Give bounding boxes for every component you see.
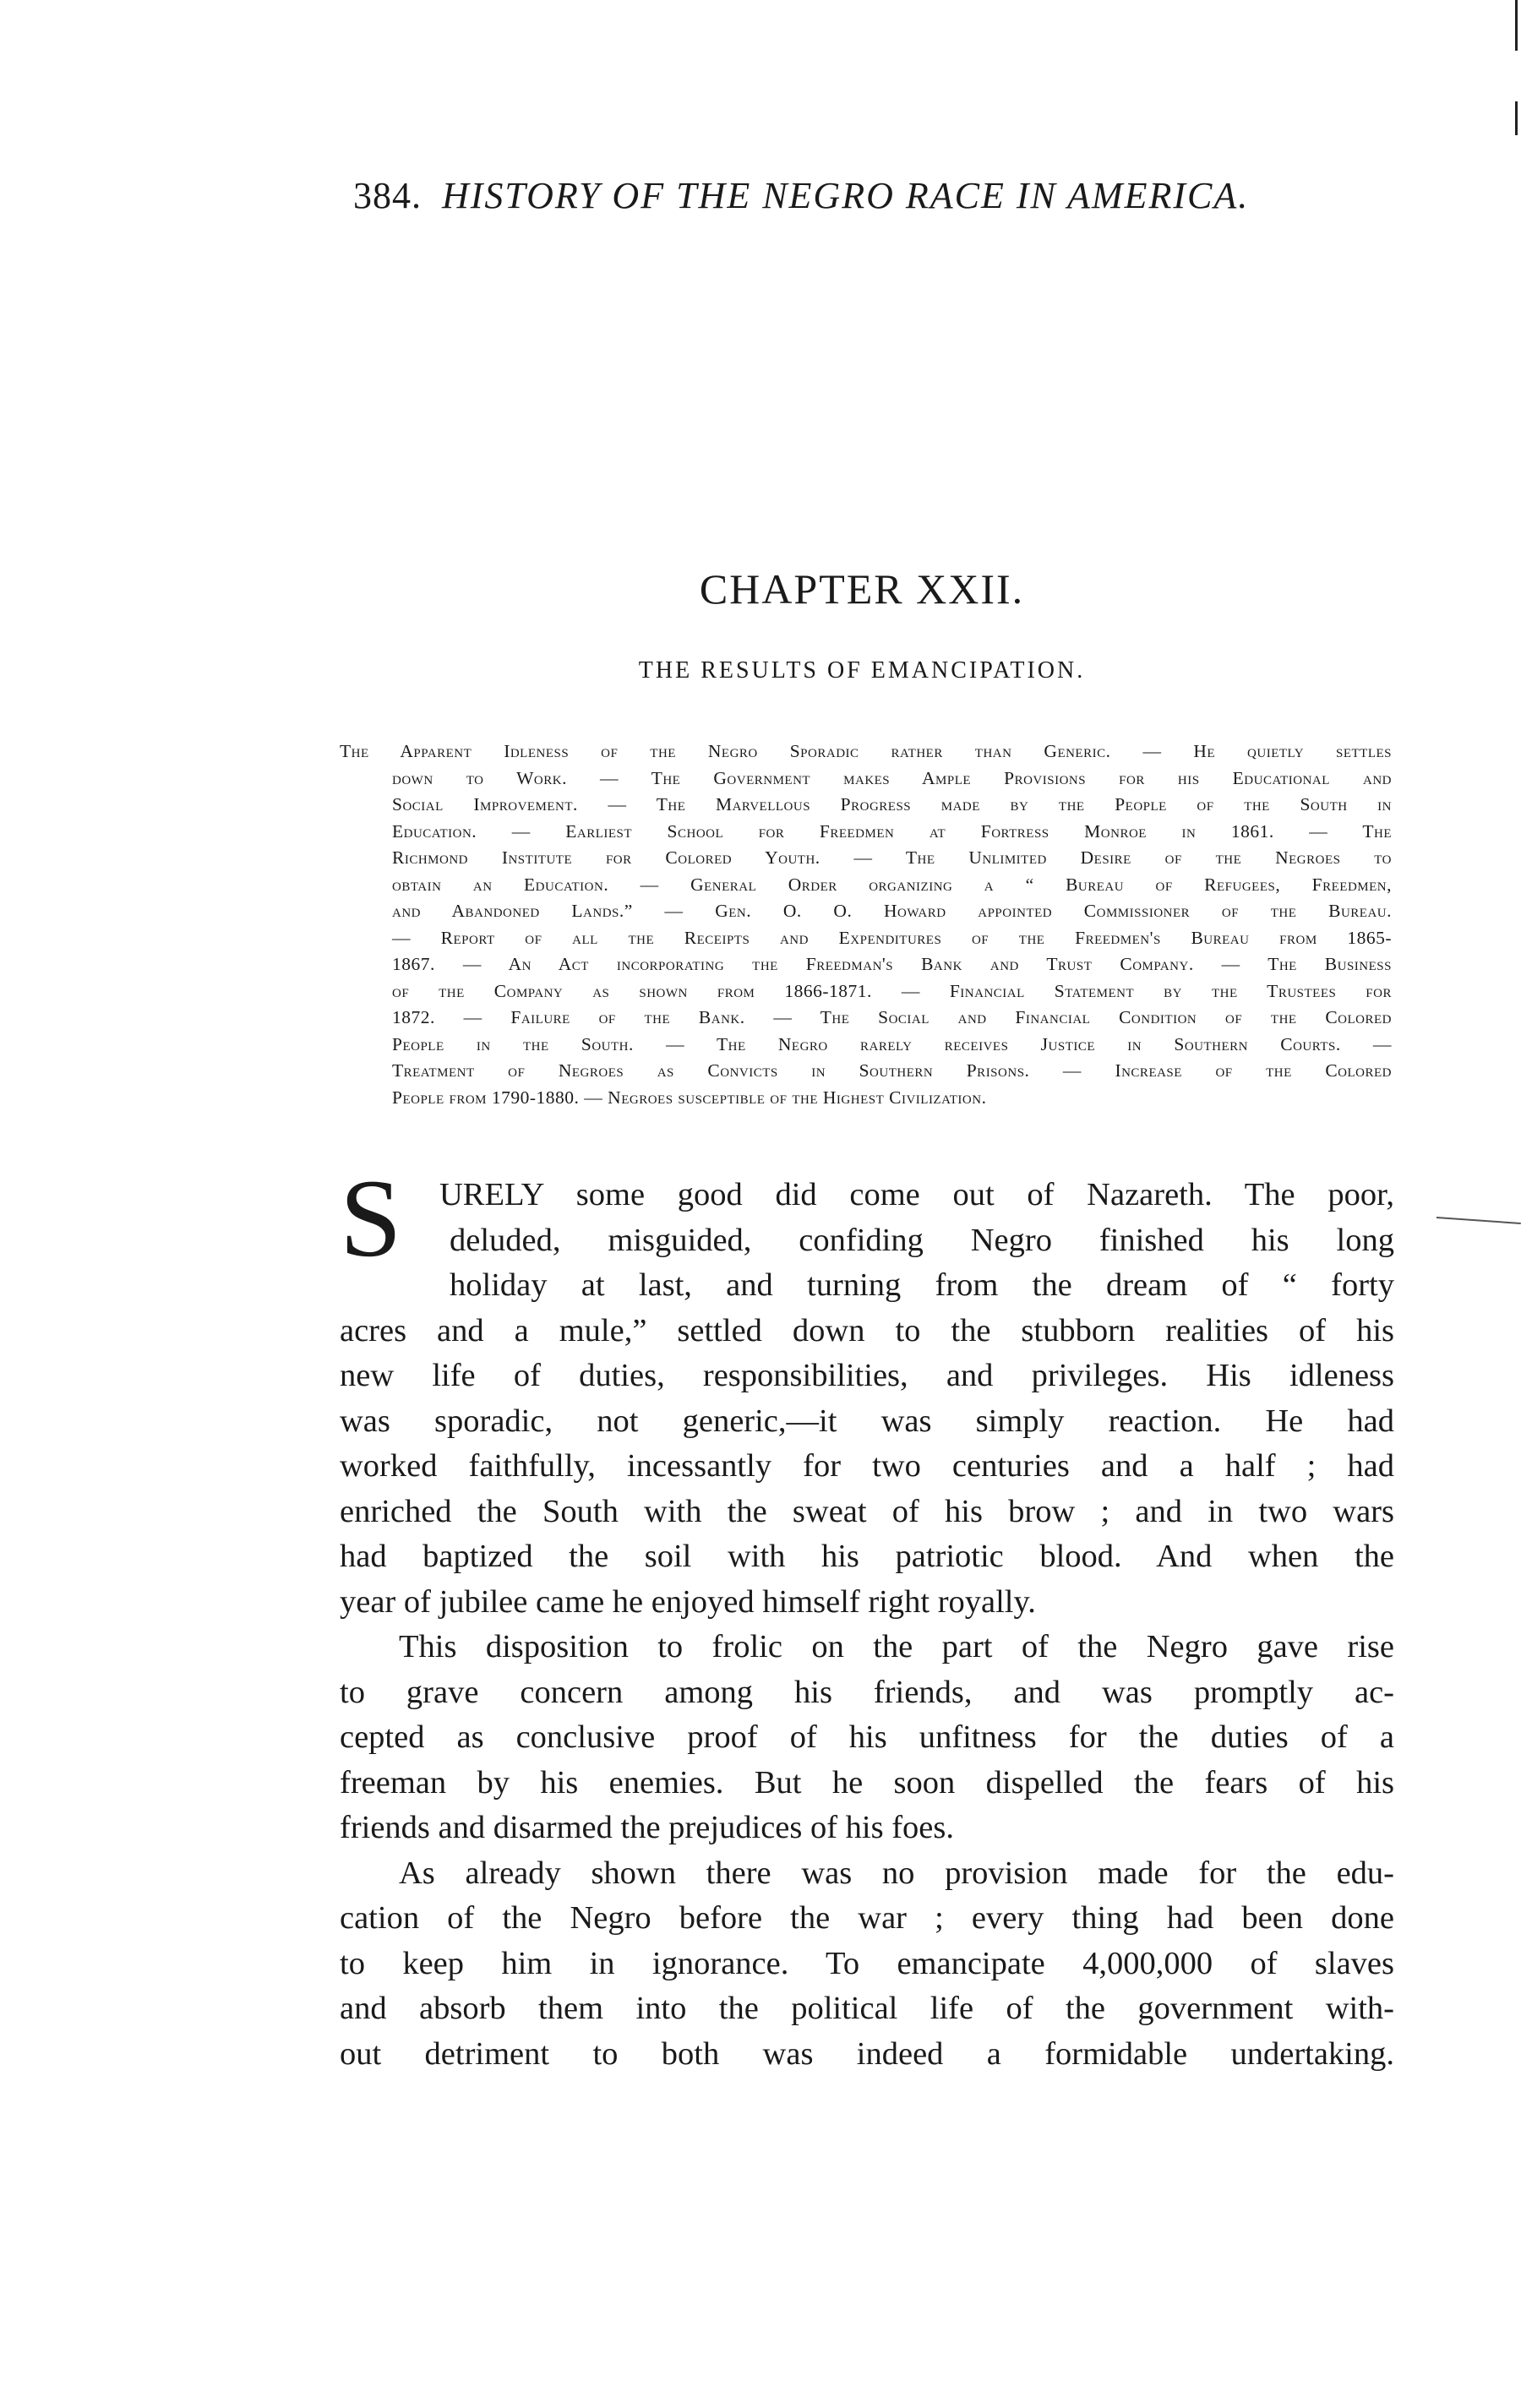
body-line: worked faithfully, incessantly for two centuries and a half ; had [340, 1448, 1394, 1484]
running-head-title: HISTORY OF THE NEGRO RACE IN AMERICA. [442, 175, 1250, 216]
page-number: 384. [353, 175, 422, 216]
summary-line: The Apparent Idleness of the Negro Sporadic rather than Generic. — He quietly settles [340, 741, 1392, 761]
summary-line: 1867. — An Act incorporating the Freedman's Bank and Trust Company. — The Business [392, 954, 1392, 974]
summary-line: down to Work. — The Government makes Ample Provisions for his Educational and [392, 767, 1392, 788]
body-line: to keep him in ignorance. To emancipate 4,000,000 of slaves [340, 1945, 1394, 1981]
body-line: and absorb them into the political life of the government with- [340, 1991, 1394, 2026]
summary-line: of the Company as shown from 1866-1871. — Financial Statement by the Trustees for [392, 980, 1392, 1001]
scan-edge-mark [1515, 101, 1518, 135]
body-line: friends and disarmed the prejudices of his foes. [340, 1810, 955, 1845]
body-line: freeman by his enemies. But he soon dispelled the fears of his [340, 1764, 1394, 1801]
summary-line: obtain an Education. — General Order organizing a “ Bureau of Refugees, Freedmen, [392, 874, 1392, 895]
summary-line: Treatment of Negroes as Convicts in Southern Prisons. — Increase of the Colored [392, 1060, 1392, 1081]
running-head [353, 174, 1325, 217]
summary-line: — Report of all the Receipts and Expenditures of the Freedmen's Bureau from 1865- [392, 927, 1392, 948]
scan-edge-mark [1515, 0, 1518, 51]
body-line: cepted as conclusive proof of his unfitness for the duties of a [340, 1719, 1394, 1755]
body-line: holiday at last, and turning from the dream of “ forty [450, 1267, 1394, 1303]
body-line: deluded, misguided, confiding Negro finished his long [450, 1222, 1394, 1258]
body-line: year of jubilee came he enjoyed himself right royally. [340, 1583, 1036, 1620]
summary-line: Richmond Institute for Colored Youth. — The Unlimited Desire of the Negroes to [392, 847, 1392, 868]
body-line: URELY some good did come out of Nazareth. The poor, [439, 1177, 1394, 1212]
body-line: As already shown there was no provision made for the edu- [399, 1855, 1394, 1891]
body-line: acres and a mule,” settled down to the stubborn realities of his [340, 1312, 1394, 1348]
chapter-subtitle: THE RESULTS OF EMANCIPATION. [638, 657, 1086, 684]
chapter-title: CHAPTER XXII. [699, 565, 1025, 613]
body-line: out detriment to both was indeed a formidable undertaking. [340, 2035, 1394, 2072]
scan-stray-line [1436, 1217, 1521, 1224]
body-line: had baptized the soil with his patriotic blood. And when the [340, 1539, 1394, 1574]
summary-line: People in the South. — The Negro rarely receives Justice in Southern Courts. — [392, 1033, 1392, 1054]
chapter-summary [340, 738, 1392, 1111]
body-line: was sporadic, not generic,—it was simply reaction. He had [340, 1403, 1394, 1439]
summary-line: Education. — Earliest School for Freedmen at Fortress Monroe in 1861. — The [392, 820, 1392, 842]
body-line: new life of duties, responsibilities, and privileges. His idleness [340, 1358, 1394, 1393]
drop-cap: S [340, 1156, 402, 1280]
body-line: enriched the South with the sweat of his brow ; and in two wars [340, 1493, 1394, 1529]
summary-line: and Abandoned Lands.” — Gen. O. O. Howard appointed Commissioner of the Bureau. [392, 901, 1392, 921]
body-line: to grave concern among his friends, and was promptly ac- [340, 1674, 1394, 1710]
summary-line: 1872. — Failure of the Bank. — The Social and Financial Condition of the Colored [392, 1007, 1392, 1027]
body-line: This disposition to frolic on the part of the Negro gave rise [399, 1629, 1394, 1664]
summary-line: Social Improvement. — The Marvellous Progress made by the People of the South in [392, 794, 1392, 814]
body-text [340, 1173, 1394, 2077]
summary-line: People from 1790-1880. — Negroes susceptible of the Highest Civilization. [392, 1087, 987, 1108]
body-line: cation of the Negro before the war ; every thing had been done [340, 1900, 1394, 1936]
